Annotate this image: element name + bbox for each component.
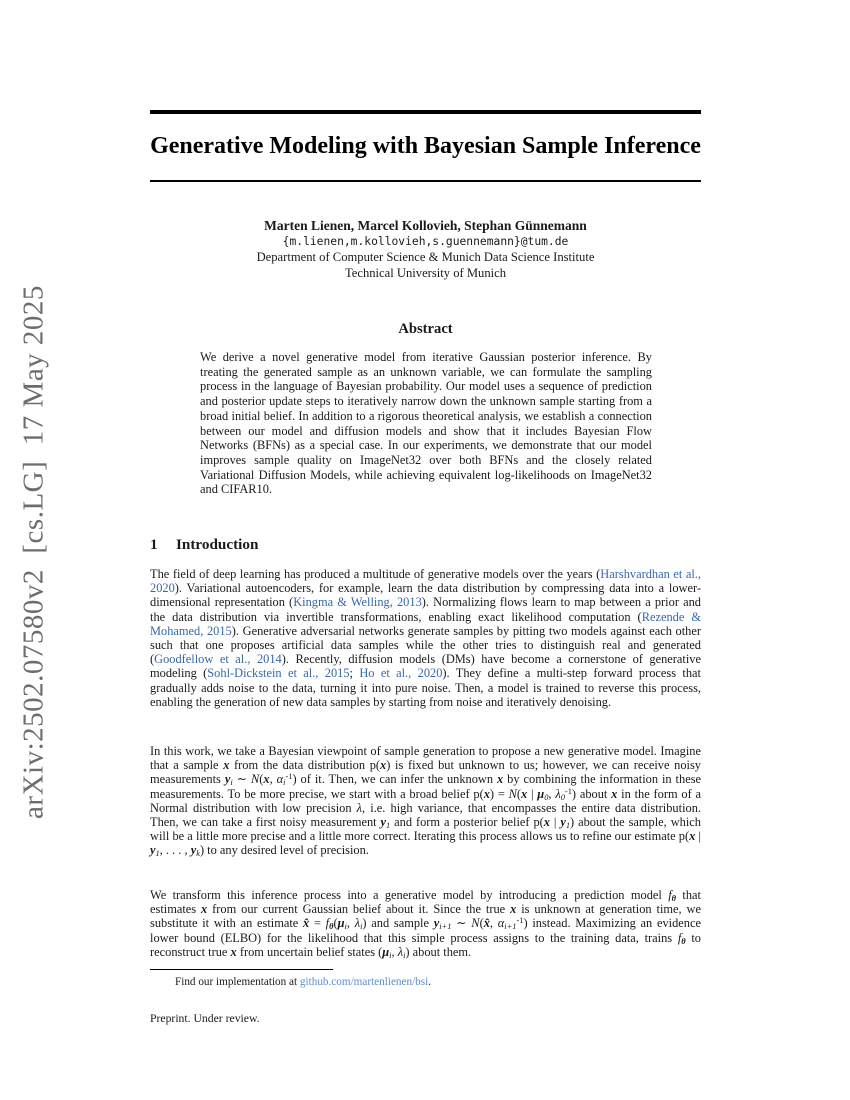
math-script-N: N bbox=[508, 786, 517, 801]
section-heading-introduction bbox=[150, 536, 258, 554]
math-subscript: i+1 bbox=[439, 921, 452, 932]
author-emails: {m.lienen,m.kollovieh,s.guennemann}@tum.de bbox=[282, 235, 569, 248]
math-inline: f bbox=[325, 916, 330, 931]
math-inline: x bbox=[611, 786, 618, 801]
math-subscript: 1 bbox=[386, 820, 391, 831]
footnote-rule bbox=[150, 969, 333, 970]
math-inline: μ bbox=[537, 786, 545, 801]
math-inline: y bbox=[150, 843, 156, 858]
math-subscript: θ bbox=[329, 921, 334, 932]
math-inline: x bbox=[497, 772, 504, 787]
math-subscript: 0 bbox=[560, 791, 565, 802]
intro-paragraph-1: The field of deep learning has produced a multitude of generative models over the years (Harshvardhan et al., 2020). Variational autoencoders, for example, learn the data distribution by compressing data into a lower-dimensional representation (Kingma & Welling, 2013). Normalizing flows learn to map between a prior and the data distribution via invertible transformations, enabling exact likelihood computation (Rezende & Mohamed, 2015). Generative adversarial networks generate samples by pitting two models against each other such that one proposes artificial data samples while the other tries to distinguish real and generated (Goodfellow et al., 2014). Recently, diffusion models (DMs) have become a cornerstone of generative modeling (Sohl-Dickstein et al., 2015; Ho et al., 2020). They define a multi-step forward process that gradually adds noise to the data, turning it into pure noise. Then, a model is trained to reverse this process, enabling the generation of new data samples by starting from noise and iteratively denoising. bbox=[150, 567, 702, 709]
math-subscript: i bbox=[403, 949, 406, 960]
section-title: Introduction bbox=[176, 536, 259, 553]
footnote-text: Find our implementation at github.com/martenlienen/bsi. bbox=[175, 976, 432, 988]
math-inline: λ bbox=[397, 944, 404, 959]
math-subscript: i+1 bbox=[504, 921, 517, 932]
math-inline: x bbox=[510, 902, 517, 917]
math-inline: x bbox=[689, 829, 696, 844]
affiliation-univ: Technical University of Munich bbox=[344, 265, 507, 280]
citation-link[interactable]: Ho et al., 2020 bbox=[359, 666, 443, 681]
intro-paragraph-3: We transform this inference process into a generative model by introducing a prediction model $f_\theta$ that estimates x from our current Gaussian belief about it. Since the true x is unknown at generation time, we substitute it with an estimate x̂ = $f_\theta(\mu_i$, $\lambda_i$) and sample $y_{i+1}$ ∼ N(x̂, $\alpha_{i+1}^{-1}$) instead. Maximizing an evidence lower bound (ELBO) for the likelihood that this simple process assigns to the training data, trains $f_\theta$ to reconstruct true x from uncertain belief states ($\mu_i$, $\lambda_i$) about them. bbox=[150, 888, 702, 960]
external-link[interactable]: github.com/martenlienen/bsi bbox=[299, 976, 429, 988]
math-inline: f bbox=[668, 888, 672, 902]
abstract-text: We derive a novel generative model from iterative Gaussian posterior inference. By treating the generated sample as an unknown variable, we can formulate the sampling process in the language of Bayesian probability. Our model uses a sequence of prediction and posterior update steps to iteratively narrow down the unknown sample starting from a broad initial belief. In addition to a rigorous theoretical analysis, we establish a connection between our model and diffusion models and show that it includes Bayesian Flow Networks (BFNs) as a special case. In our experiments, we demonstrate that our model improves sample quality on ImageNet32 over both BFNs and the closely related Variational Diffusion Models, while achieving equivalent log-likelihoods on ImageNet32 and CIFAR10. bbox=[200, 350, 652, 497]
citation-link[interactable]: Goodfellow et al., 2014 bbox=[154, 652, 282, 667]
citation-link[interactable]: Rezende & Mohamed, 2015 bbox=[150, 609, 701, 638]
math-subscript: k bbox=[196, 848, 200, 859]
math-inline: x bbox=[483, 786, 490, 801]
math-inline: x bbox=[230, 944, 237, 959]
math-subscript: 1 bbox=[565, 820, 571, 831]
math-inline: y bbox=[433, 916, 440, 931]
math-superscript: -1 bbox=[564, 785, 572, 796]
math-inline: x bbox=[223, 758, 230, 773]
math-inline: x bbox=[380, 758, 387, 773]
intro-paragraph-2: In this work, we take a Bayesian viewpoint of sample generation to propose a new generative model. Imagine that a sample x from the data distribution p(x) is fixed but unknown to us; however, we can receive noisy measurements $y_i$ ∼ N(x, $\alpha_i^{-1}$) of it. Then, we can infer the unknown x by combining the information in these measurements. To be more precise, we start with a broad belief p(x) = N(x | $\mu_0$, $\lambda_0^{-1}$) about x in the form of a Normal distribution with low precision λ, i.e. high variance, that encompasses the entire data distribution. Then, we can take a first noisy measurement $y_1$ and form a posterior belief p(x | $y_1$) about the sample, which will be a little more precise and a little more correct. Iterating this process allows us to refine our estimate p(x | $y_1$, . . . , $y_k$) to any desired level of precision. bbox=[150, 744, 702, 859]
abstract-heading: Abstract bbox=[398, 321, 453, 337]
citation-link[interactable]: Harshvardhan et al., 2020 bbox=[150, 567, 701, 596]
math-subscript: i bbox=[230, 777, 233, 788]
preprint-note: Preprint. Under review. bbox=[150, 1012, 260, 1025]
math-script-N: N bbox=[471, 916, 480, 931]
math-inline: λ bbox=[555, 786, 561, 801]
math-subscript: 0 bbox=[544, 791, 549, 802]
math-inline: x bbox=[263, 772, 270, 787]
math-inline: x bbox=[521, 786, 528, 801]
math-subscript: θ bbox=[671, 893, 677, 904]
math-superscript: -1 bbox=[516, 915, 524, 926]
math-inline: μ bbox=[382, 944, 390, 959]
math-inline: x̂ bbox=[303, 916, 310, 931]
math-subscript: i bbox=[360, 921, 363, 932]
math-inline: y bbox=[380, 815, 387, 830]
citation-link[interactable]: Kingma & Welling, 2013 bbox=[293, 595, 422, 610]
math-subscript: i bbox=[344, 921, 347, 932]
math-script-N: N bbox=[250, 772, 260, 787]
affiliation-dept: Department of Computer Science & Munich Data Science Institute bbox=[256, 250, 595, 264]
math-inline: y bbox=[190, 843, 197, 858]
citation-link[interactable]: Sohl-Dickstein et al., 2015 bbox=[207, 666, 350, 681]
math-subscript: i bbox=[389, 949, 392, 960]
arxiv-watermark: arXiv:2502.07580v2 [cs.LG] 17 May 2025 bbox=[17, 285, 50, 819]
math-subscript: θ bbox=[681, 935, 686, 946]
math-inline: α bbox=[276, 772, 284, 787]
math-inline: μ bbox=[337, 916, 345, 931]
math-subscript: i bbox=[283, 777, 286, 788]
math-subscript: 1 bbox=[155, 848, 160, 859]
math-inline: x bbox=[201, 902, 208, 917]
author-names: Marten Lienen, Marcel Kollovieh, Stephan Günnemann bbox=[264, 218, 587, 233]
math-inline: λ bbox=[354, 916, 361, 931]
math-inline: y bbox=[224, 772, 231, 787]
math-inline: x bbox=[543, 815, 550, 830]
math-inline: x̂ bbox=[483, 916, 490, 931]
math-inline: f bbox=[677, 930, 682, 945]
math-superscript: -1 bbox=[285, 771, 293, 782]
math-inline: λ bbox=[356, 800, 363, 815]
math-inline: y bbox=[560, 815, 566, 830]
title-rule-bottom bbox=[150, 180, 701, 182]
title-rule-top bbox=[150, 110, 701, 114]
paper-title: Generative Modeling with Bayesian Sample Inference bbox=[150, 133, 701, 159]
math-inline: α bbox=[497, 916, 505, 931]
section-number: 1 bbox=[150, 536, 158, 553]
author-block bbox=[150, 218, 701, 281]
paper-content bbox=[150, 0, 701, 1100]
